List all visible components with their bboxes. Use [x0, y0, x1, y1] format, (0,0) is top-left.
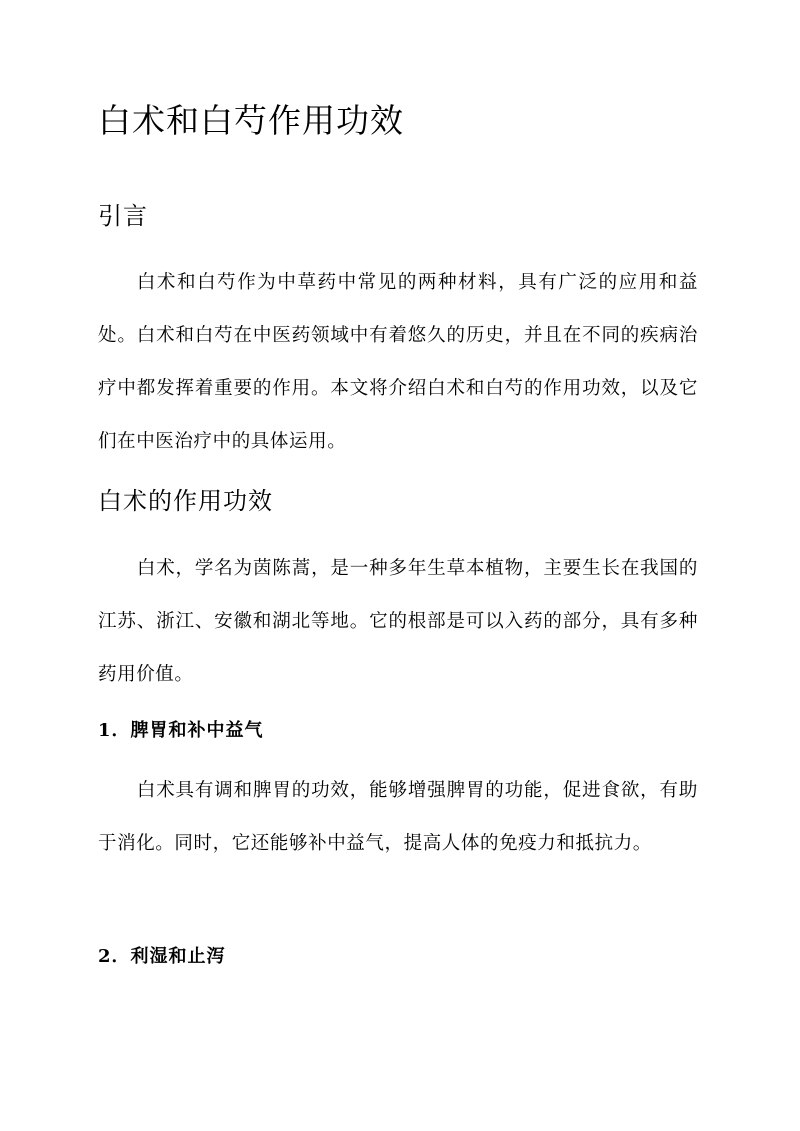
section-paragraph-intro: 白术和白芍作为中草药中常见的两种材料，具有广泛的应用和益处。白术和白芍在中医药领域中有着悠久的历史，并且在不同的疾病治疗中都发挥着重要的作用。本文将介绍白术和白芍的作用功效，以及它们在中医治疗中的具体运用。	[98, 272, 698, 452]
subsection-paragraph-1: 白术具有调和脾胃的功效，能够增强脾胃的功能，促进食欲，有助于消化。同时，它还能够补中益气，提高人体的免疫力和抵抗力。	[98, 780, 698, 854]
section-heading-baizhu: 白术的作用功效	[98, 487, 273, 515]
subsection-heading-2: 2．利湿和止泻	[98, 946, 226, 967]
section-paragraph-baizhu: 白术，学名为茵陈蒿，是一种多年生草本植物，主要生长在我国的江苏、浙江、安徽和湖北等地。它的根部是可以入药的部分，具有多种药用价值。	[98, 558, 698, 685]
document-title: 白术和白芍作用功效	[98, 101, 404, 140]
subsection-heading-1: 1．脾胃和补中益气	[98, 720, 264, 741]
section-heading-intro: 引言	[98, 202, 148, 230]
